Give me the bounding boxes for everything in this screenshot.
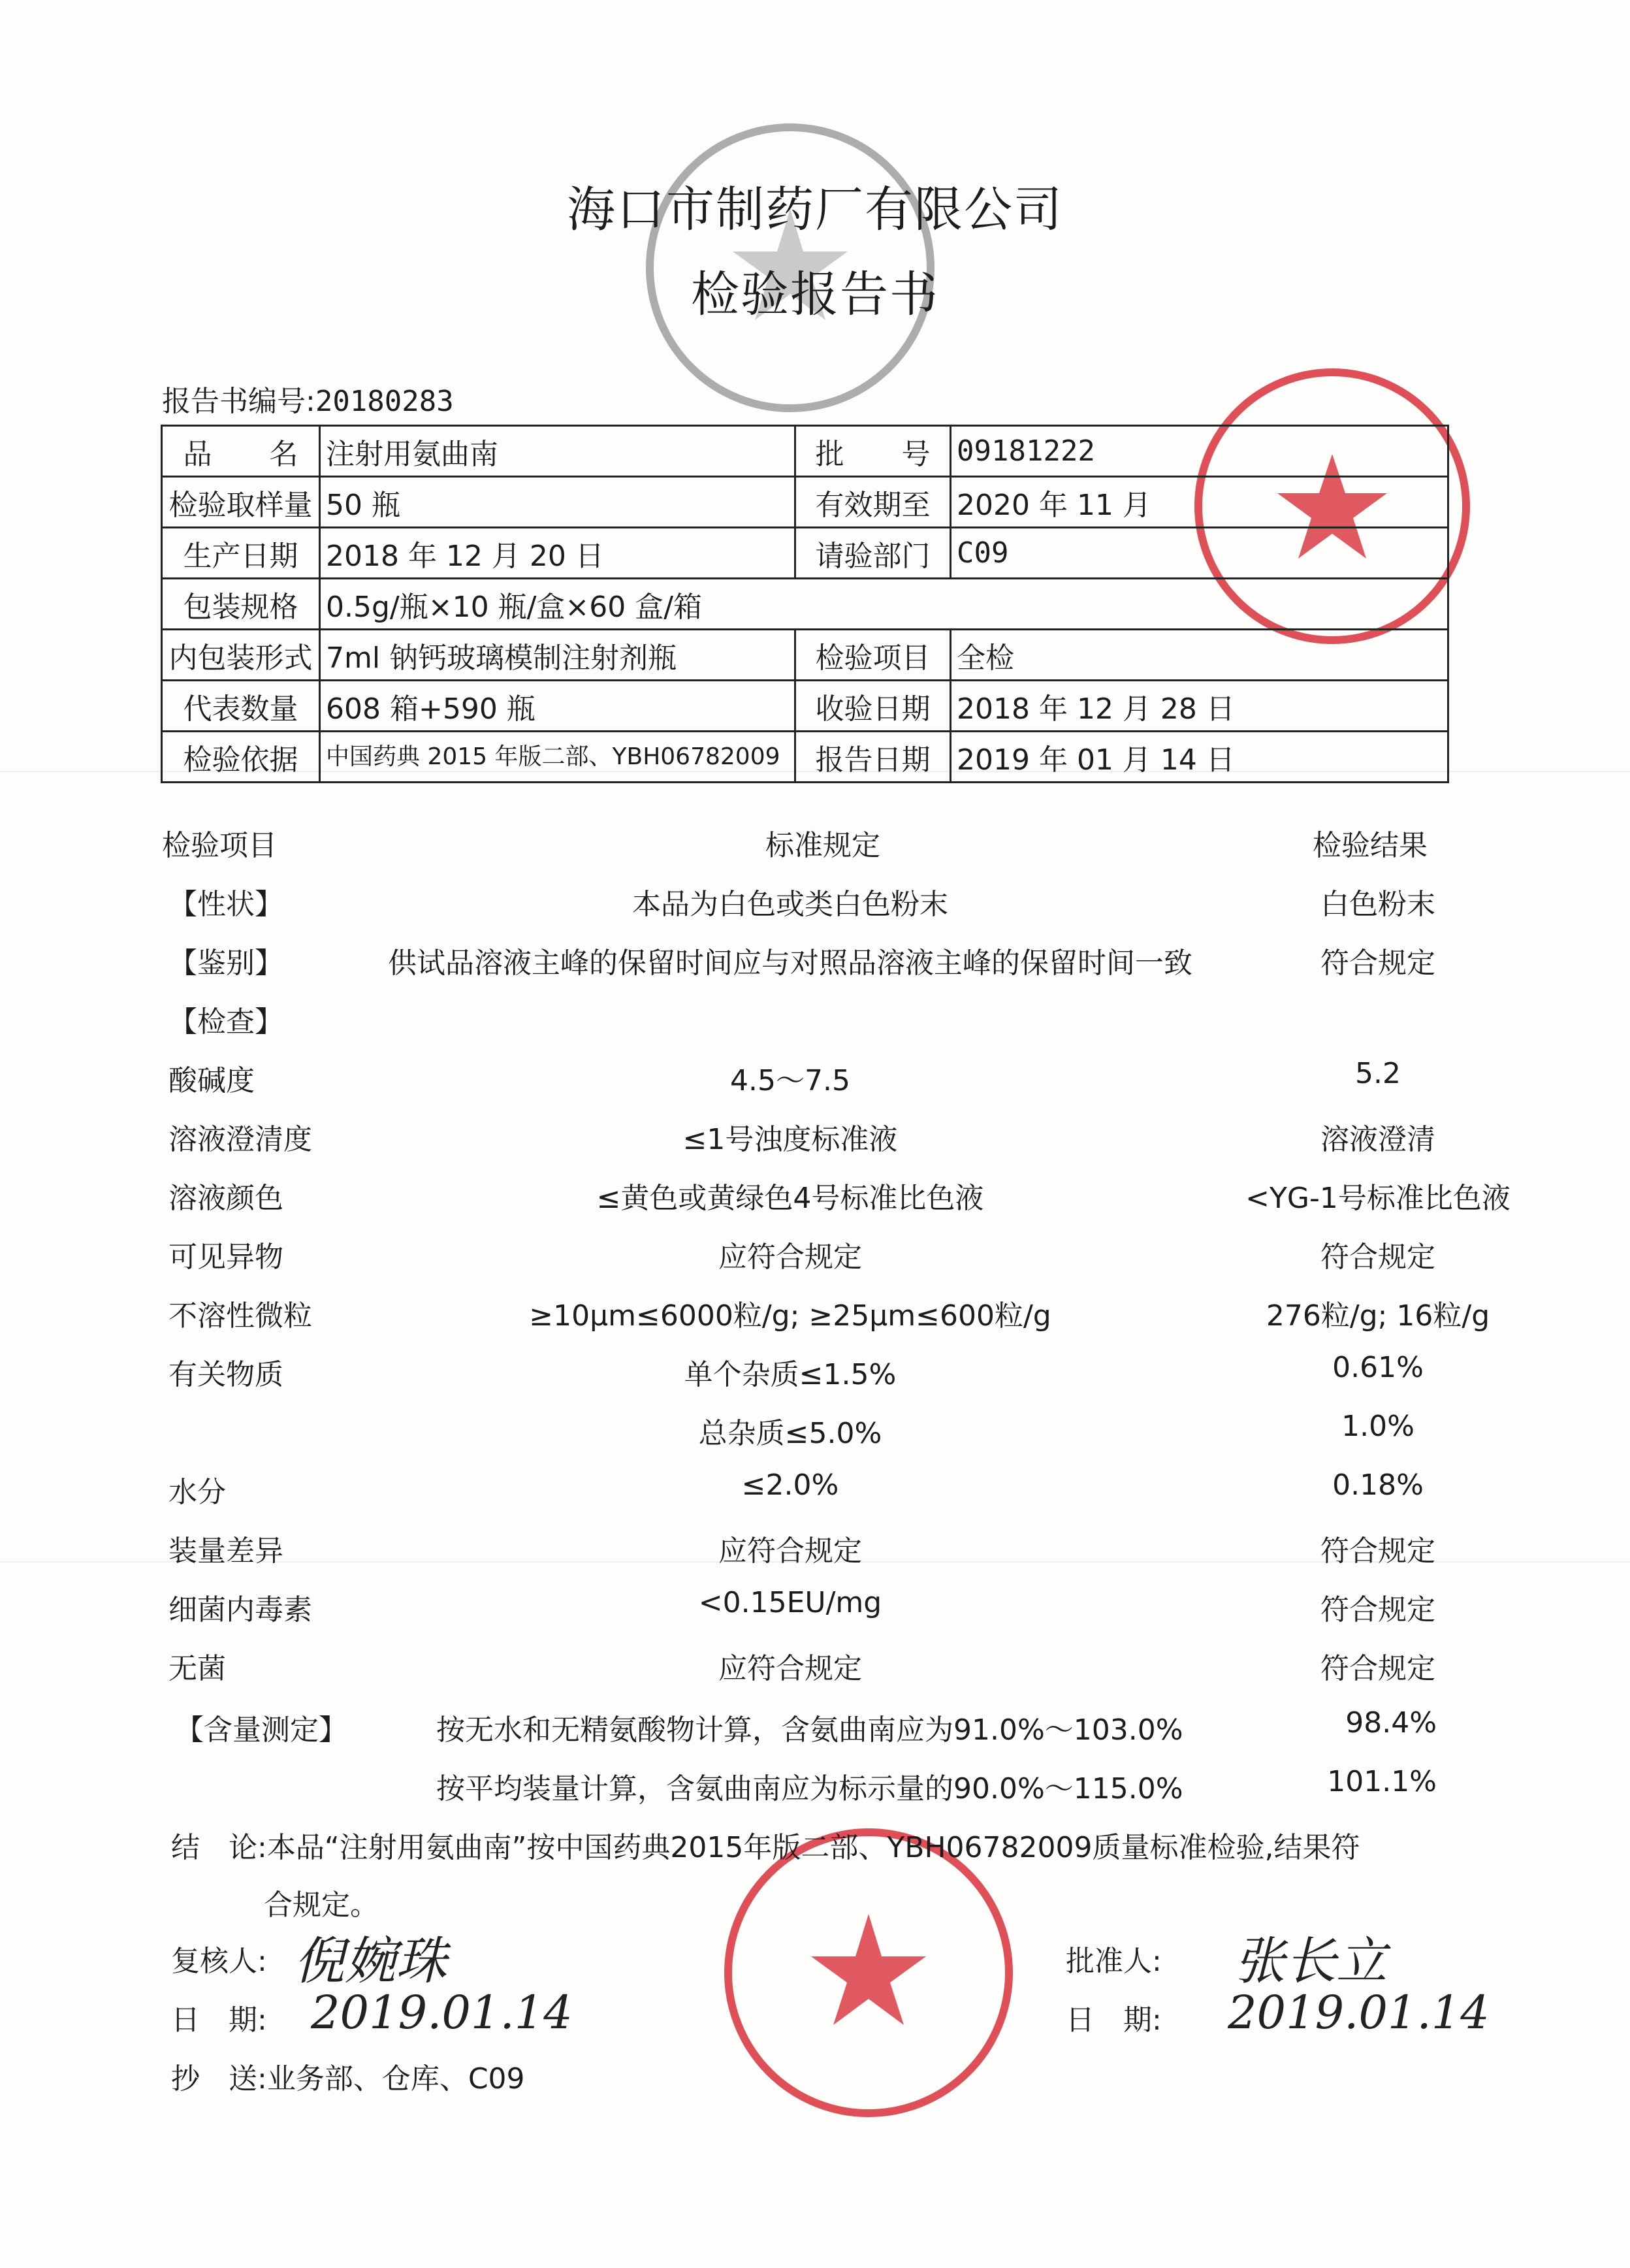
basis-value: 中国药典 2015 年版二部、YBH06782009: [320, 732, 795, 783]
approver-date-label: 日 期:: [1066, 2003, 1162, 2037]
conclusion-label: 结 论:: [171, 1831, 267, 1864]
reviewer-date: 2019.01.14: [311, 1986, 573, 2039]
pack-spec-value: 0.5g/瓶×10 瓶/盒×60 盒/箱: [320, 579, 1448, 630]
result-item: 【鉴别】: [168, 947, 283, 980]
result-value: 1.0%: [1341, 1410, 1414, 1443]
result-standard: ≤2.0%: [741, 1468, 839, 1502]
rep-qty-label: 代表数量: [162, 681, 320, 732]
approver-label: 批准人:: [1066, 1945, 1162, 1978]
table-row: [162, 732, 1448, 783]
result-value: 符合规定: [1320, 1240, 1435, 1274]
req-dept-label: 请验部门: [795, 528, 951, 579]
inner-pack-label: 内包装形式: [162, 630, 320, 681]
assay-std-2: 按平均装量计算，含氨曲南应为标示量的90.0%～115.0%: [436, 1772, 1183, 1806]
info-table: [161, 425, 1449, 783]
result-item: 可见异物: [168, 1240, 283, 1274]
product-name-value: 注射用氨曲南: [320, 426, 795, 477]
batch-label: 批 号: [795, 426, 951, 477]
result-standard: 应符合规定: [718, 1652, 862, 1685]
pack-spec-label: 包装规格: [162, 579, 320, 630]
sample-qty-label: 检验取样量: [162, 477, 320, 528]
result-value: 符合规定: [1320, 947, 1435, 980]
recv-date-value: 2018 年 12 月 28 日: [951, 681, 1448, 732]
cc-line: [171, 2055, 525, 2097]
table-row: [162, 426, 1448, 477]
result-standard: ≤黄色或黄绿色4号标准比色液: [596, 1182, 984, 1215]
result-value: 符合规定: [1320, 1593, 1435, 1627]
report-date-value: 2019 年 01 月 14 日: [951, 732, 1448, 783]
report-number-label: 报告书编号:: [162, 385, 315, 418]
expiry-label: 有效期至: [795, 477, 951, 528]
result-value: 符合规定: [1320, 1652, 1435, 1685]
result-item: 装量差异: [168, 1534, 283, 1568]
result-standard: 应符合规定: [718, 1534, 862, 1568]
result-item: 【检查】: [168, 1005, 283, 1039]
result-item: 有关物质: [168, 1358, 283, 1391]
result-standard: 应符合规定: [718, 1240, 862, 1274]
basis-label: 检验依据: [162, 732, 320, 783]
col-item-header: 检验项目: [162, 829, 277, 862]
assay-result-2: 101.1%: [1327, 1765, 1437, 1798]
report-number-value: 20180283: [315, 385, 454, 418]
result-item: 水分: [168, 1476, 226, 1509]
reviewer-label: 复核人:: [171, 1945, 267, 1978]
assay-std-1: 按无水和无精氨酸物计算，含氨曲南应为91.0%～103.0%: [436, 1713, 1183, 1747]
cc-value: 业务部、仓库、C09: [266, 2062, 525, 2096]
result-standard: ≥10μm≤6000粒/g; ≥25μm≤600粒/g: [529, 1299, 1051, 1333]
company-name: 海口市制药厂有限公司: [567, 182, 1063, 238]
req-dept-value: C09: [951, 528, 1448, 579]
result-value: 溶液澄清: [1320, 1123, 1435, 1156]
result-value: 白色粉末: [1320, 888, 1435, 921]
result-value: <YG-1号标准比色液: [1245, 1182, 1510, 1215]
conclusion-line1: [171, 1824, 1360, 1866]
rep-qty-value: 608 箱+590 瓶: [320, 681, 795, 732]
test-item-value: 全检: [951, 630, 1448, 681]
table-row: [162, 681, 1448, 732]
reviewer-signature: 倪婉珠: [294, 1932, 447, 1991]
batch-value: 09181222: [951, 426, 1448, 477]
approver-date: 2019.01.14: [1228, 1986, 1490, 2039]
approver-signature: 张长立: [1234, 1932, 1388, 1991]
result-value: 符合规定: [1320, 1534, 1435, 1568]
result-standard: 4.5～7.5: [730, 1064, 850, 1097]
bottom-seal-stamp: [718, 1822, 1019, 2123]
product-name-label: 品 名: [162, 426, 320, 477]
result-value: 276粒/g; 16粒/g: [1266, 1299, 1490, 1333]
col-result-header: 检验结果: [1313, 829, 1428, 862]
result-item: 不溶性微粒: [168, 1299, 312, 1333]
result-standard: 总杂质≤5.0%: [698, 1417, 882, 1450]
document-title: 检验报告书: [691, 267, 939, 323]
result-standard: <0.15EU/mg: [698, 1586, 882, 1619]
report-date-label: 报告日期: [795, 732, 951, 783]
col-std-header: 标准规定: [765, 829, 880, 862]
result-item: 细菌内毒素: [168, 1593, 312, 1627]
reviewer-date-label: 日 期:: [171, 2003, 267, 2037]
prod-date-value: 2018 年 12 月 20 日: [320, 528, 795, 579]
inner-pack-value: 7ml 钠钙玻璃模制注射剂瓶: [320, 630, 795, 681]
result-item: 溶液澄清度: [168, 1123, 312, 1156]
conclusion-text1: 本品“注射用氨曲南”按中国药典2015年版二部、YBH06782009质量标准检验,结果符: [266, 1831, 1360, 1864]
result-item: 酸碱度: [168, 1064, 255, 1097]
result-item: 溶液颜色: [168, 1182, 283, 1215]
table-row: [162, 630, 1448, 681]
table-row: [162, 477, 1448, 528]
result-standard: 本品为白色或类白色粉末: [632, 888, 948, 921]
conclusion-line2: 合规定。: [264, 1888, 379, 1922]
result-item: 无菌: [168, 1652, 226, 1685]
result-standard: 单个杂质≤1.5%: [684, 1358, 897, 1391]
expiry-value: 2020 年 11 月: [951, 477, 1448, 528]
table-row: [162, 579, 1448, 630]
prod-date-label: 生产日期: [162, 528, 320, 579]
sample-qty-value: 50 瓶: [320, 477, 795, 528]
table-row: [162, 528, 1448, 579]
assay-label: 【含量测定】: [175, 1713, 347, 1747]
result-value: 0.18%: [1332, 1468, 1424, 1502]
assay-result-1: 98.4%: [1345, 1706, 1437, 1740]
test-item-label: 检验项目: [795, 630, 951, 681]
result-standard: 供试品溶液主峰的保留时间应与对照品溶液主峰的保留时间一致: [388, 947, 1192, 980]
result-value: 0.61%: [1332, 1351, 1424, 1384]
result-standard: ≤1号浊度标准液: [682, 1123, 898, 1156]
result-value: 5.2: [1355, 1057, 1401, 1090]
cc-label: 抄 送:: [171, 2062, 267, 2096]
result-item: 【性状】: [168, 888, 283, 921]
report-number: [162, 378, 454, 419]
recv-date-label: 收验日期: [795, 681, 951, 732]
